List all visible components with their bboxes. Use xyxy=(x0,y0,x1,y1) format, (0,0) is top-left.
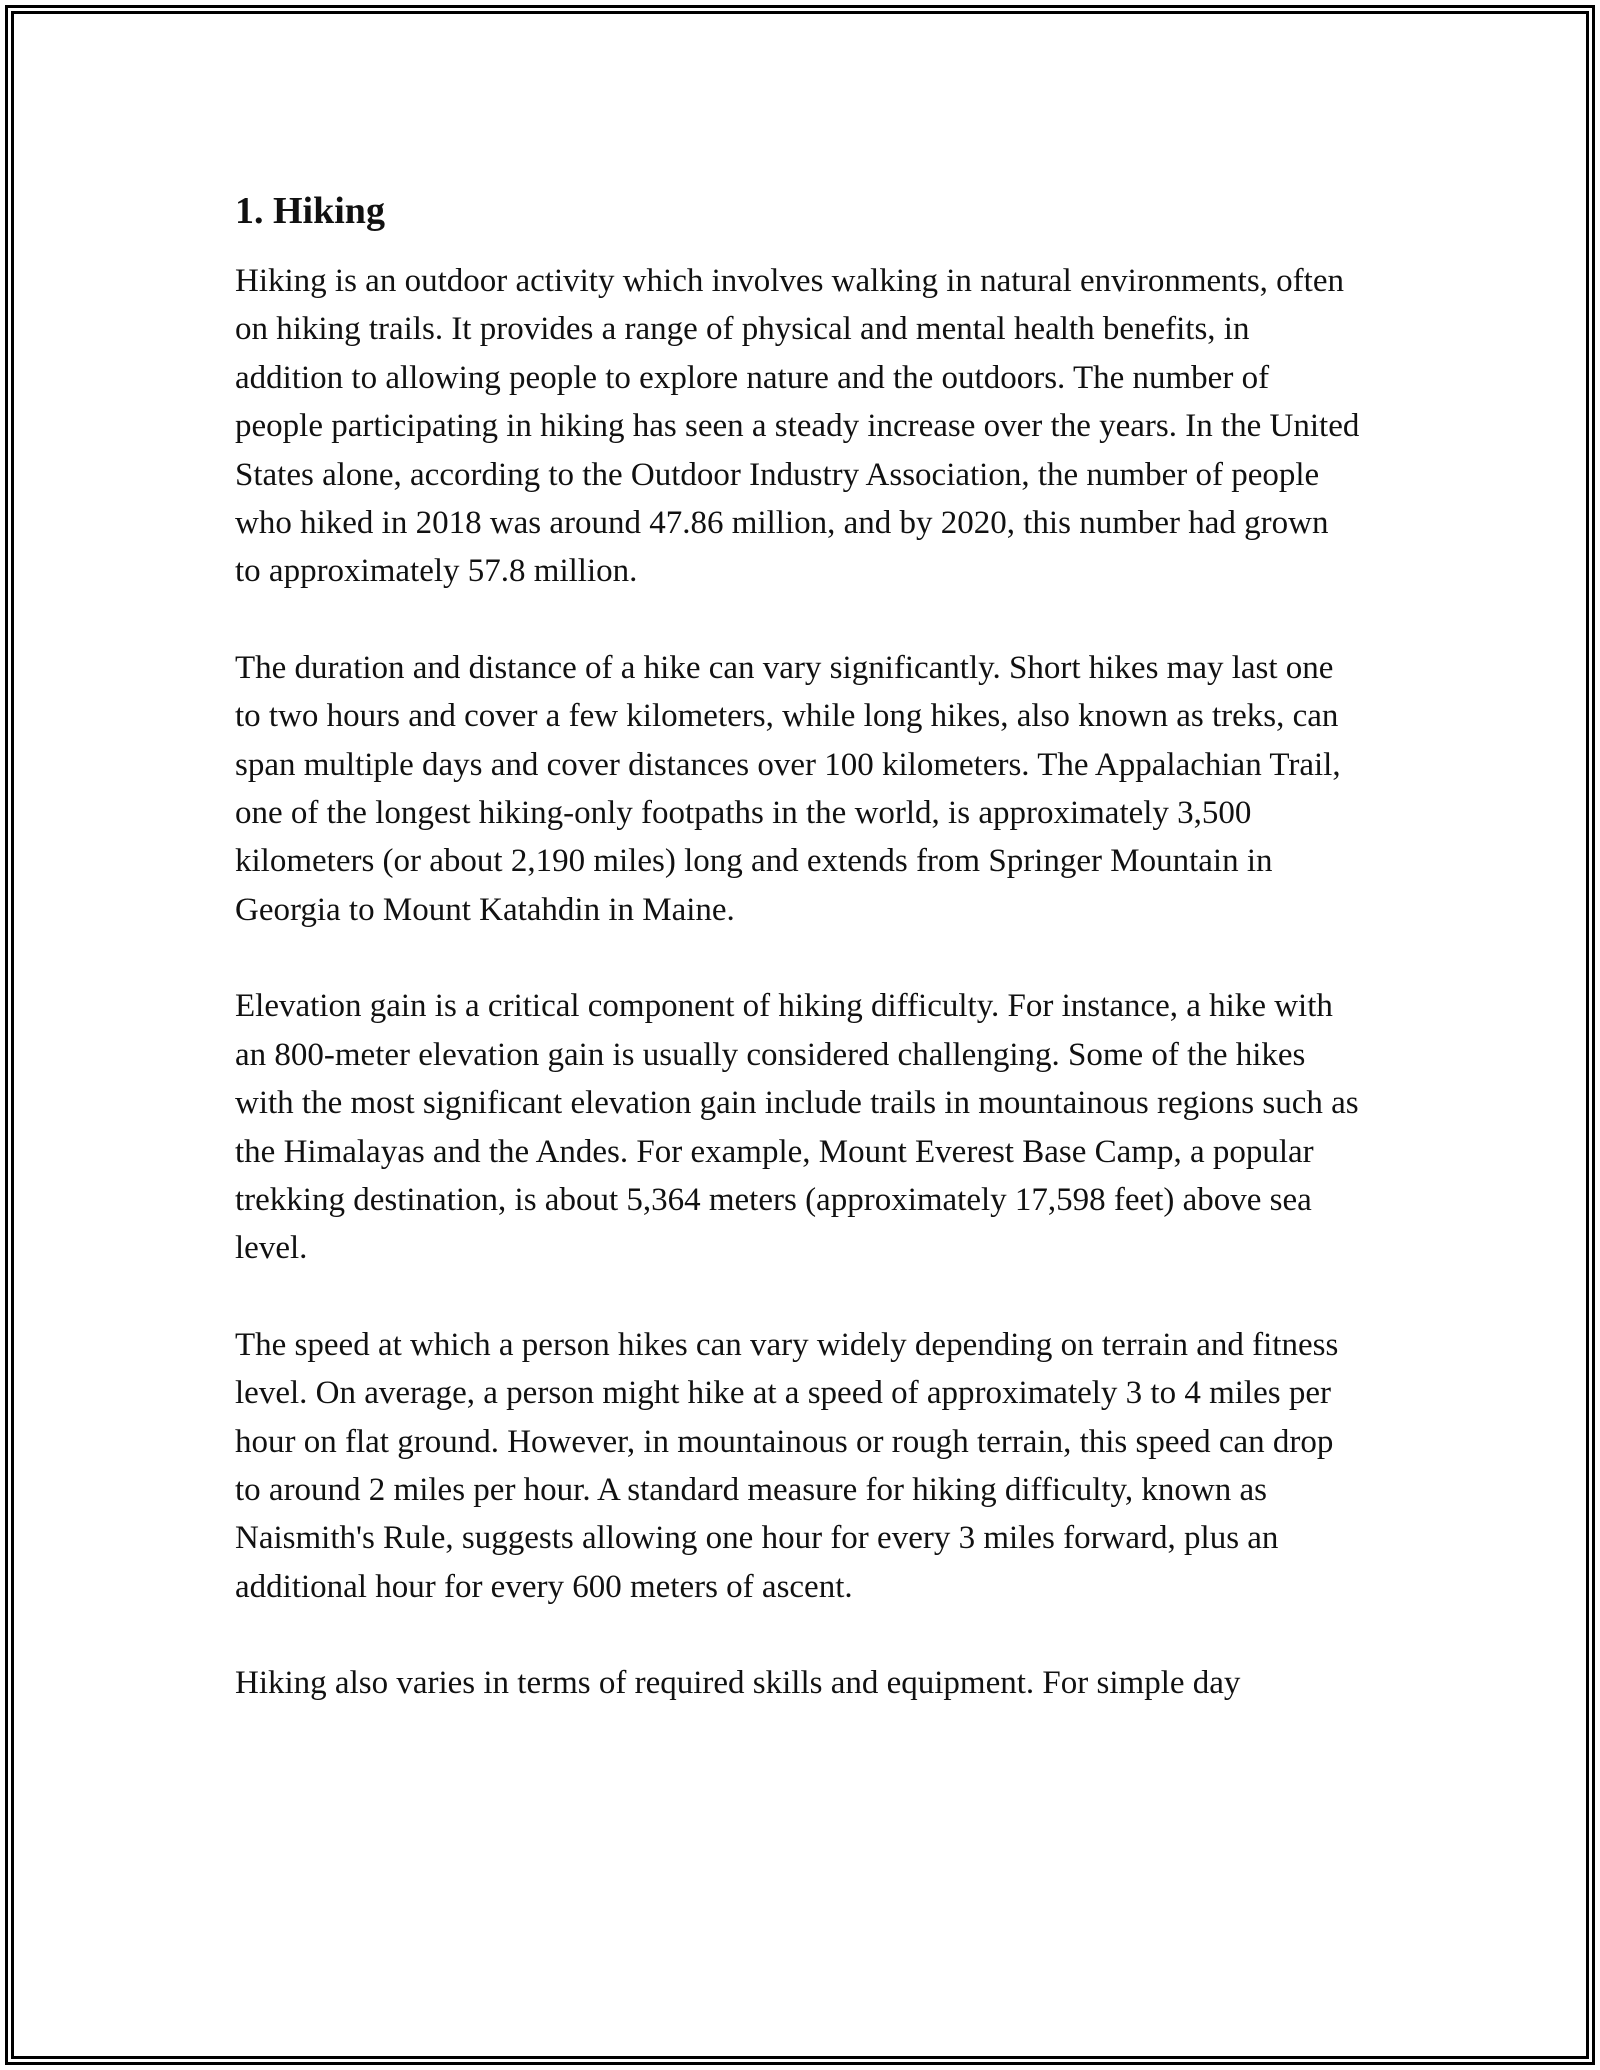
section-heading: 1. Hiking xyxy=(235,190,385,232)
document-body xyxy=(235,186,1360,1708)
paragraph-skills-equipment: Hiking also varies in terms of required skills and equipment. For simple day xyxy=(235,1665,1241,1702)
paragraph-hiking-overview: Hiking is an outdoor activity which involves walking in natural environments, often on hiking trails. It provides a range of physical and mental health benefits, in addition to allowing people to explore nature and the outdoors. The number of people participating in hiking has seen a steady increase over the years. In the United States alone, according to the Outdoor Industry Association, the number of people who hiked in 2018 was around 47.86 million, and by 2020, this number had grown to approximately 57.8 million. xyxy=(235,263,1360,590)
paragraph-elevation-gain: Elevation gain is a critical component of hiking difficulty. For instance, a hike with an 800-meter elevation gain is usually considered challenging. Some of the hikes with the most significant elevation gain include trails in mountainous regions such as the Himalayas and the Andes. For example, Mount Everest Base Camp, a popular trekking destination, is about 5,364 meters (approximately 17,598 feet) above sea level. xyxy=(235,988,1359,1267)
paragraph-duration-distance: The duration and distance of a hike can vary significantly. Short hikes may last one to two hours and cover a few kilometers, while long hikes, also known as treks, can span multiple days and cover distances over 100 kilometers. The Appalachian Trail, one of the longest hiking-only footpaths in the world, is approximately 3,500 kilometers (or about 2,190 miles) long and extends from Springer Mountain in Georgia to Mount Katahdin in Maine. xyxy=(235,649,1341,928)
paragraph-hiking-speed: The speed at which a person hikes can vary widely depending on terrain and fitness level. On average, a person might hike at a speed of approximately 3 to 4 miles per hour on flat ground. However, in mountainous or rough terrain, this speed can drop to around 2 miles per hour. A standard measure for hiking difficulty, known as Naismith's Rule, suggests allowing one hour for every 3 miles forward, plus an additional hour for every 600 meters of ascent. xyxy=(235,1326,1339,1605)
